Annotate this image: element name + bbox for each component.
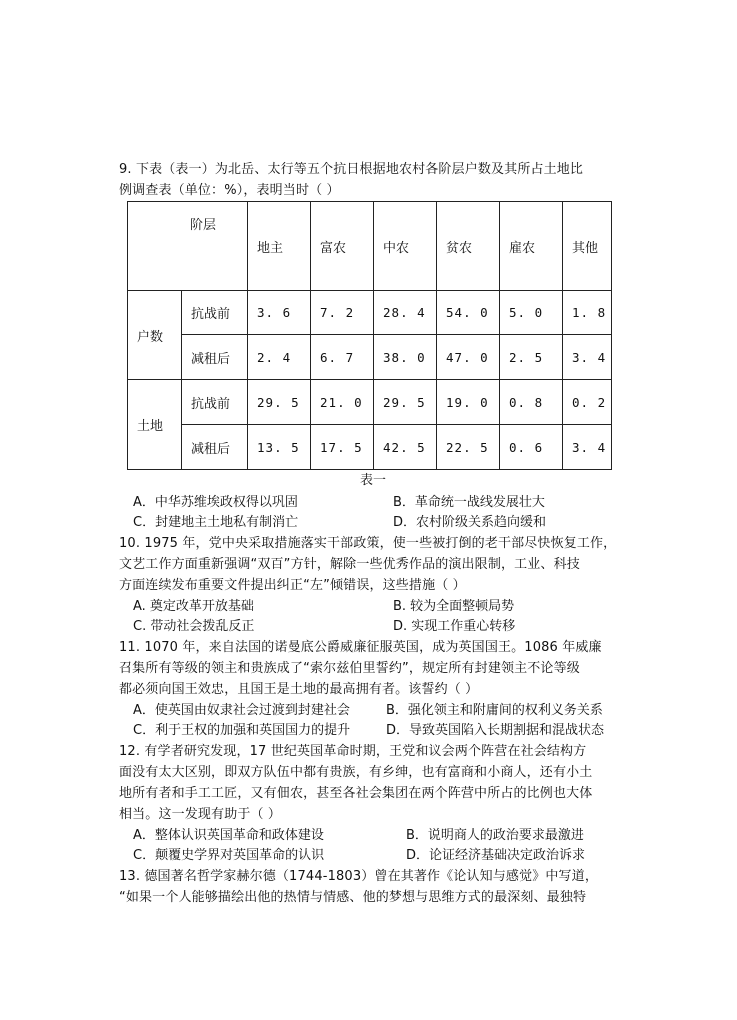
q9-stem-line-2: 例调查表（单位：%），表明当时（ ） — [119, 183, 340, 198]
table-cell: 13. 5 — [248, 425, 311, 470]
column-header: 其他 — [563, 202, 612, 291]
q10-option-a: A. 奠定改革开放基础 — [133, 599, 254, 614]
table-cell: 38. 0 — [374, 335, 437, 380]
row-period-label: 抗战前 — [182, 380, 248, 425]
q12-stem-line-4: 相当。这一发现有助于（ ） — [119, 807, 282, 822]
table-cell: 1. 8 — [563, 291, 612, 335]
table-cell: 17. 5 — [311, 425, 374, 470]
q12-option-c: C．颠覆史学界对英国革命的认识 — [133, 848, 325, 863]
survey-table — [127, 201, 612, 470]
q11-stem-line-3: 都必须向国王效忠，且国王是土地的最高拥有者。该誓约（ ） — [119, 682, 479, 697]
q11-option-d: D．导致英国陷入长期割据和混战状态 — [386, 723, 605, 738]
q9-option-d: D．农村阶级关系趋向缓和 — [393, 515, 547, 530]
table-cell: 0. 2 — [563, 380, 612, 425]
q10-option-c: C. 带动社会拨乱反正 — [133, 619, 255, 634]
table-cell: 22. 5 — [437, 425, 500, 470]
column-header: 富农 — [311, 202, 374, 291]
row-group-label: 户数 — [128, 291, 182, 380]
table-cell: 3. 4 — [563, 425, 612, 470]
table-cell: 19. 0 — [437, 380, 500, 425]
table-cell: 2. 4 — [248, 335, 311, 380]
row-period-label: 减租后 — [182, 335, 248, 380]
table-cell: 0. 6 — [500, 425, 563, 470]
table-cell: 2. 5 — [500, 335, 563, 380]
q9-stem-line-1: 9. 下表（表一）为北岳、太行等五个抗日根据地农村各阶层户数及其所占土地比 — [119, 162, 584, 177]
q10-stem-line-1: 10. 1975 年，党中央采取措施落实干部政策，使一些被打倒的老干部尽快恢复工作， — [119, 536, 617, 551]
table-cell: 21. 0 — [311, 380, 374, 425]
q11-stem-line-2: 召集所有等级的领主和贵族成了“索尔兹伯里誓约”，规定所有封建领主不论等级 — [119, 661, 580, 676]
table-row — [128, 335, 612, 380]
q12-option-a: A．整体认识英国革命和政体建设 — [133, 828, 324, 843]
q10-option-b: B. 较为全面整顿局势 — [393, 599, 515, 614]
table-row — [128, 291, 612, 335]
table-cell: 54. 0 — [437, 291, 500, 335]
table-cell: 29. 5 — [374, 380, 437, 425]
row-group-label: 土地 — [128, 380, 182, 470]
column-header: 雇农 — [500, 202, 563, 291]
q13-stem-line-2: “如果一个人能够描绘出他的热情与情感、他的梦想与思维方式的最深刻、最独特 — [119, 890, 587, 905]
table-cell: 47. 0 — [437, 335, 500, 380]
column-header: 贫农 — [437, 202, 500, 291]
table-cell: 28. 4 — [374, 291, 437, 335]
table-row — [128, 425, 612, 470]
q10-stem-line-2: 文艺工作方面重新强调“双百”方针，解除一些优秀作品的演出限制，工业、科技 — [119, 557, 580, 572]
q9-option-b: B．革命统一战线发展壮大 — [393, 495, 545, 510]
q12-stem-line-1: 12. 有学者研究发现，17 世纪英国革命时期，王党和议会两个阵营在社会结构方 — [119, 744, 587, 759]
column-header: 中农 — [374, 202, 437, 291]
table-cell: 7. 2 — [311, 291, 374, 335]
row-period-label: 抗战前 — [182, 291, 248, 335]
q11-option-b: B．强化领主和附庸间的权利义务关系 — [386, 703, 603, 718]
q9-option-c: C．封建地主土地私有制消亡 — [133, 515, 299, 530]
table-cell: 3. 4 — [563, 335, 612, 380]
q12-stem-line-2: 面没有太大区别，即双方队伍中都有贵族，有乡绅，也有富商和小商人，还有小土 — [119, 765, 593, 780]
q13-stem-line-1: 13. 德国著名哲学家赫尔德（1744-1803）曾在其著作《论认知与感觉》中写道， — [119, 869, 598, 884]
q9-option-a: A．中华苏维埃政权得以巩固 — [133, 495, 298, 510]
q12-option-d: D．论证经济基础决定政治诉求 — [406, 848, 586, 863]
table-cell: 29. 5 — [248, 380, 311, 425]
q12-option-b: B．说明商人的政治要求最激进 — [406, 828, 584, 843]
q12-stem-line-3: 地所有者和手工工匠，又有佃农，甚至各社会集团在两个阵营中所占的比例也大体 — [119, 786, 593, 801]
q11-stem-line-1: 11. 1070 年，来自法国的诺曼底公爵威廉征服英国，成为英国国王。1086 年威廉 — [119, 640, 602, 655]
table-header-row — [128, 202, 612, 291]
table-cell: 42. 5 — [374, 425, 437, 470]
table-corner-header: 阶层 — [128, 202, 248, 291]
table-cell: 0. 8 — [500, 380, 563, 425]
column-header: 地主 — [248, 202, 311, 291]
table-cell: 3. 6 — [248, 291, 311, 335]
table-caption: 表一 — [360, 473, 387, 488]
table-cell: 6. 7 — [311, 335, 374, 380]
q10-stem-line-3: 方面连续发布重要文件提出纠正“左”倾错误，这些措施（ ） — [119, 578, 466, 593]
q11-option-c: C．利于王权的加强和英国国力的提升 — [133, 723, 351, 738]
q10-option-d: D. 实现工作重心转移 — [393, 619, 516, 634]
table-cell: 5. 0 — [500, 291, 563, 335]
row-period-label: 减租后 — [182, 425, 248, 470]
table-row — [128, 380, 612, 425]
q11-option-a: A．使英国由奴隶社会过渡到封建社会 — [133, 703, 350, 718]
